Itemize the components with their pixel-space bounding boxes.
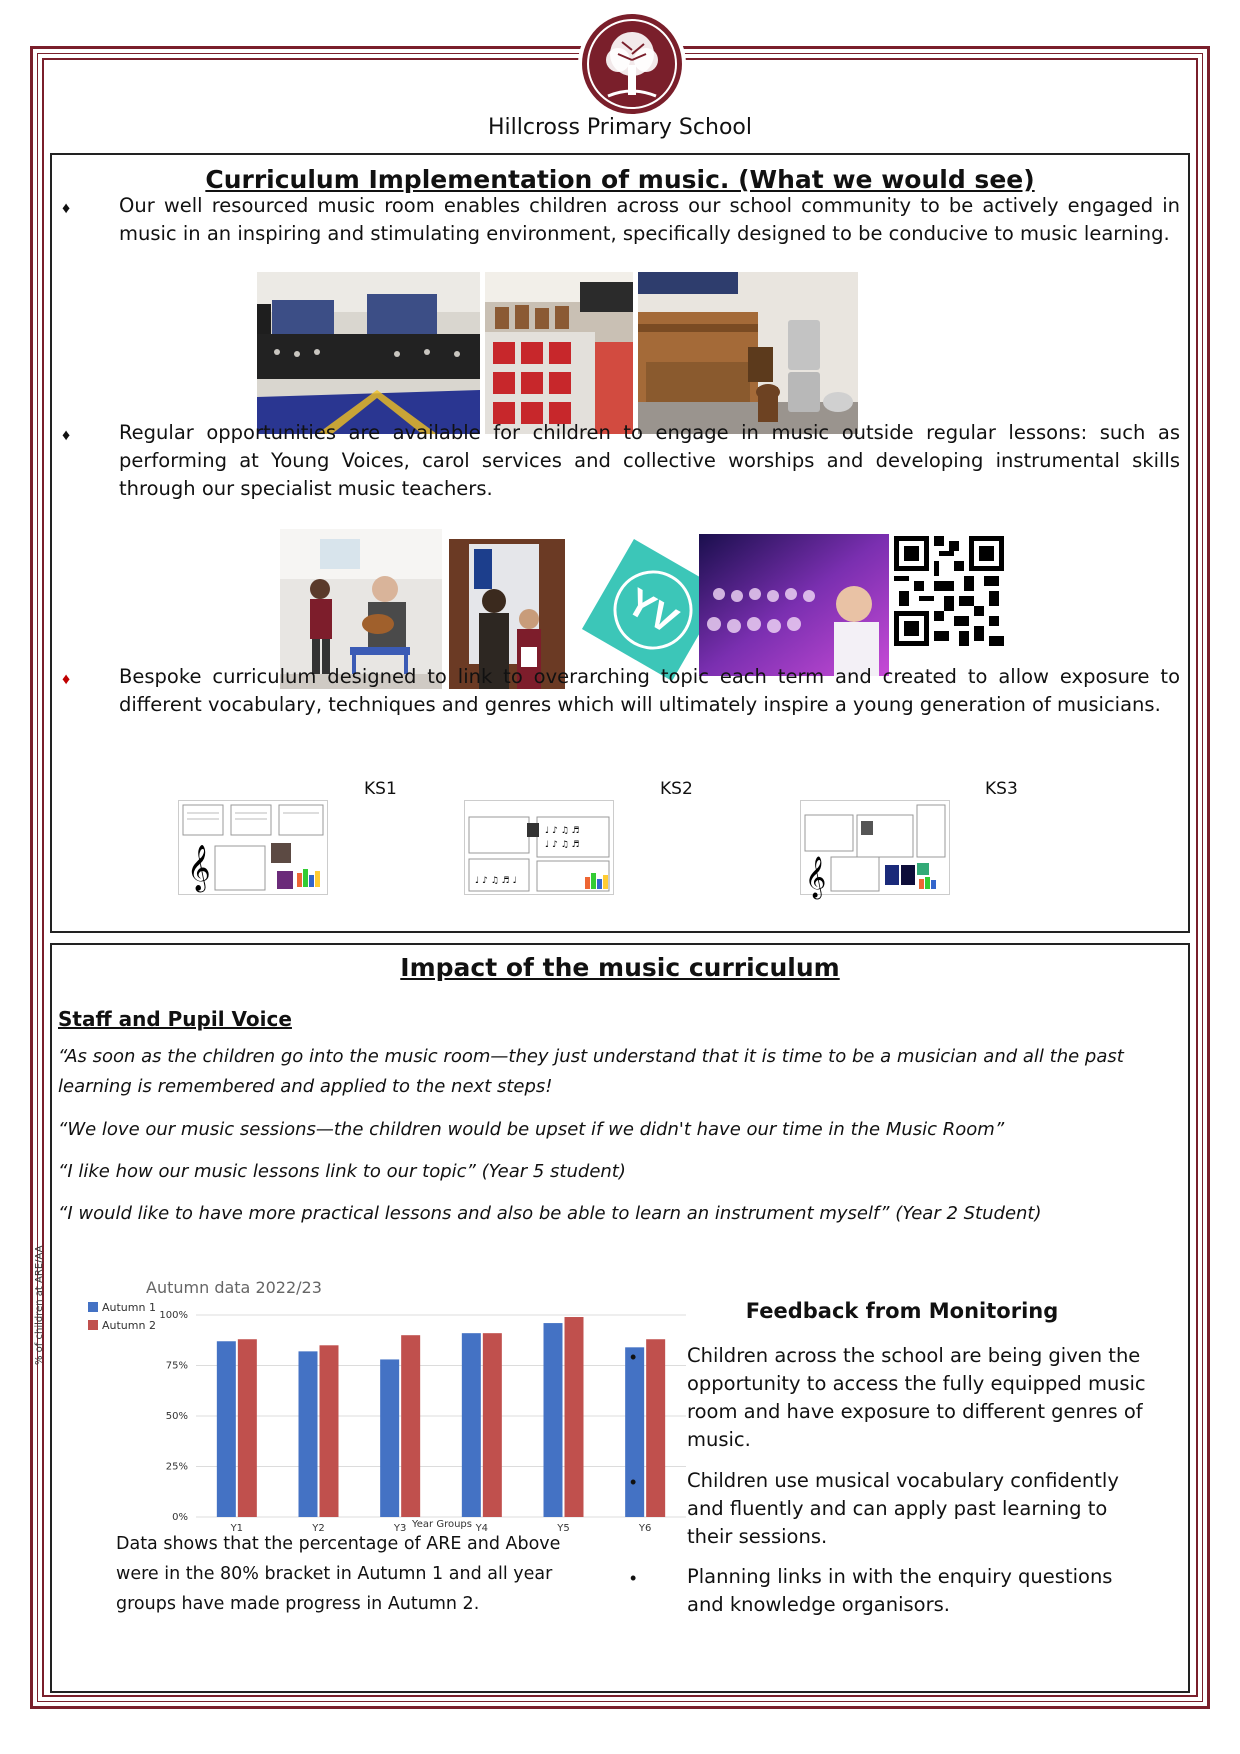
feedback-title: Feedback from Monitoring <box>745 1299 1059 1323</box>
school-name: Hillcross Primary School <box>488 115 752 140</box>
y-tick-label: 0% <box>172 1512 188 1523</box>
bar-y1-series-2 <box>238 1339 257 1517</box>
chart-note: Data shows that the percentage of ARE and Above were in the 80% bracket in Autumn 1 and all year groups have made progress in Autumn 2. <box>116 1534 561 1614</box>
ks3-knowledge-organiser <box>800 800 950 898</box>
implementation-point-2: Regular opportunities are available for children to engage in music outside regular lessons: such as performing at Young Voices, carol services and collective worships and developing instrumental skills through our specialist music teachers. <box>119 421 1180 500</box>
chart-ylabel: % of children at ARE/AA <box>34 1245 45 1365</box>
implementation-point-1: Our well resourced music room enables children across our school community to be actively engaged in music in an inspiring and stimulating environment, specifically designed to be conducive to music learning. <box>119 194 1180 245</box>
feedback-bullet: • <box>630 1472 637 1492</box>
piano-drums-photo <box>638 272 858 434</box>
impact-panel <box>34 943 1190 1693</box>
svg-text:𝄞: 𝄞 <box>187 845 211 891</box>
chart-xlabel: Year Groups <box>411 1519 473 1530</box>
ks1-label: KS1 <box>364 779 397 799</box>
feedback-bullet: • <box>630 1568 637 1588</box>
implementation-title: Curriculum Implementation of music. (What we would see) <box>205 165 1035 194</box>
x-tick-label: Y5 <box>557 1523 570 1534</box>
bar-y4-series-1 <box>462 1333 481 1517</box>
x-tick-label: Y4 <box>475 1523 489 1534</box>
bar-y1-series-1 <box>217 1341 236 1517</box>
x-tick-label: Y1 <box>230 1523 244 1534</box>
feedback-point-1: Children across the school are being given the opportunity to access the fully equipped music room and have exposure to different genres of music. <box>687 1344 1146 1451</box>
autumn-data-chart <box>34 1245 686 1535</box>
feedback-point-3: Planning links in with the enquiry questions and knowledge organisors. <box>687 1565 1113 1616</box>
bar-y3-series-1 <box>380 1359 399 1517</box>
ks1-knowledge-organiser <box>178 800 328 895</box>
concert-photo <box>699 534 889 676</box>
legend-label: Autumn 2 <box>102 1319 156 1332</box>
qr-code-icon <box>894 536 1004 646</box>
y-tick-label: 50% <box>165 1411 188 1422</box>
ks2-knowledge-organiser <box>464 800 614 895</box>
feedback-point-2: Children use musical vocabulary confidently and fluently and can apply past learning to their sessions. <box>687 1469 1119 1548</box>
bar-y2-series-1 <box>299 1351 318 1517</box>
svg-text:♩ ♪ ♫ ♬: ♩ ♪ ♫ ♬ <box>545 826 580 836</box>
y-tick-label: 25% <box>165 1461 188 1473</box>
y-tick-label: 100% <box>159 1310 188 1321</box>
music-room-photo <box>257 272 480 434</box>
svg-text:♩ ♪ ♫ ♬: ♩ ♪ ♫ ♬ <box>545 840 580 850</box>
implementation-point-3: Bespoke curriculum designed to link to overarching topic each term and created to allow exposure to different vocabulary, techniques and genres which will ultimately inspire a young generation of musicians. <box>119 665 1180 716</box>
staff-pupil-voice-heading: Staff and Pupil Voice <box>58 1007 292 1031</box>
tree-logo-icon <box>578 10 686 118</box>
instrument-storage-photo <box>485 272 633 434</box>
x-tick-label: Y2 <box>312 1523 325 1534</box>
bar-y5-series-2 <box>565 1317 584 1517</box>
young-voices-logo <box>597 540 710 680</box>
quote-4: “I would like to have more practical lessons and also be able to learn an instrument myself” (Year 2 Student) <box>58 1203 1042 1224</box>
yv-logo-text: YV <box>619 580 685 643</box>
chart-title: Autumn data 2022/23 <box>146 1278 322 1297</box>
school-logo <box>578 10 686 118</box>
impact-title: Impact of the music curriculum <box>400 953 840 982</box>
bar-y5-series-1 <box>544 1323 563 1517</box>
bar-y6-series-2 <box>646 1339 665 1517</box>
diamond-bullet-icon: ♦ <box>62 200 71 217</box>
legend-label: Autumn 1 <box>102 1301 156 1314</box>
legend-swatch <box>88 1320 98 1330</box>
y-tick-label: 75% <box>165 1360 188 1372</box>
x-tick-label: Y6 <box>638 1523 652 1534</box>
x-tick-label: Y3 <box>393 1523 407 1534</box>
quote-1: “As soon as the children go into the music room—they just understand that it is time to be a musician and all the past learning is remembered and applied to the next steps! <box>58 1046 1124 1097</box>
quote-3: “I like how our music lessons link to our topic” (Year 5 student) <box>58 1161 626 1182</box>
svg-text:𝄞: 𝄞 <box>805 857 827 898</box>
legend-swatch <box>88 1302 98 1312</box>
bar-y3-series-2 <box>401 1335 420 1517</box>
ks3-label: KS3 <box>985 779 1018 799</box>
ks2-label: KS2 <box>660 779 693 799</box>
bar-y4-series-2 <box>483 1333 502 1517</box>
bar-y2-series-2 <box>320 1345 339 1517</box>
implementation-panel <box>50 153 1190 933</box>
quote-2: “We love our music sessions—the children would be upset if we didn't have our time in the Music Room” <box>58 1119 1005 1140</box>
diamond-bullet-icon: ♦ <box>62 671 71 688</box>
feedback-bullet: • <box>630 1347 637 1367</box>
svg-text:♩ ♪ ♫ ♬ ♩: ♩ ♪ ♫ ♬ ♩ <box>475 876 517 886</box>
diamond-bullet-icon: ♦ <box>62 427 71 444</box>
